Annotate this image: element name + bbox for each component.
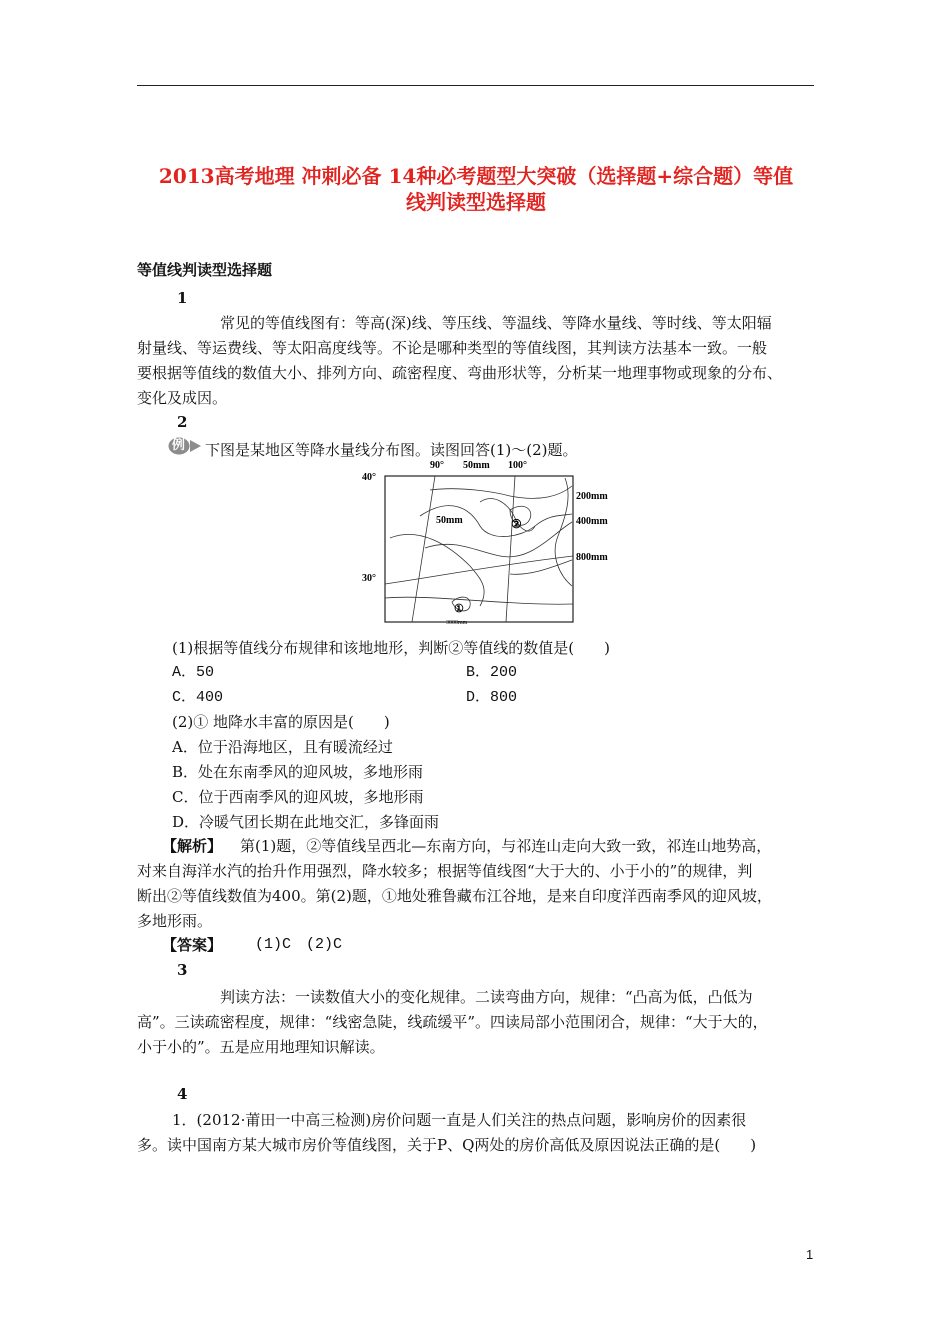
map-label-40: 40°: [362, 472, 376, 483]
analysis-line-2: 对来自海洋水汽的抬升作用强烈，降水较多；根据等值线图“大于大的、小于小的”的规律，判: [137, 862, 753, 880]
answer-label: 【答案】: [162, 936, 223, 954]
analysis-line-3: 断出②等值线数值为400。第(2)题，①地处雅鲁藏布江谷地，是来自印度洋西南季风的迎风坡，: [137, 887, 772, 905]
isohyet-map: [360, 456, 622, 628]
q2-option-a: A．位于沿海地区，且有暖流经过: [172, 738, 393, 756]
map-label-90: 90°: [430, 460, 444, 471]
example-badge-label: 例: [172, 438, 186, 453]
map-label-50mm-top: 50mm: [463, 460, 490, 471]
header-rule: [137, 85, 814, 86]
intro-line-3: 要根据等值线的数值大小、排列方向、疏密程度、弯曲形状等，分析某一地理事物或现象的分布、: [137, 364, 783, 382]
analysis-line-1: 第(1)题，②等值线呈西北—东南方向，与祁连山走向大致一致，祁连山地势高，: [240, 837, 772, 855]
answer-text: (1)C (2)C: [255, 936, 343, 953]
map-label-50mm-inner: 50mm: [436, 515, 463, 526]
step-number-1: 1: [177, 289, 188, 307]
intro-line-4: 变化及成因。: [137, 389, 228, 407]
analysis-line-4: 多地形雨。: [137, 912, 213, 930]
next-question-line-2: 多。读中国南方某大城市房价等值线图，关于P、Q两处的房价高低及原因说法正确的是( ): [137, 1136, 757, 1154]
map-label-100: 100°: [508, 460, 527, 471]
method-line-2: 高”。三读疏密程度，规律：“线密急陡，线疏缓平”。四读局部小范围闭合，规律：“大于大的，: [137, 1013, 768, 1031]
q1-stem: (1)根据等值线分布规律和该地地形，判断②等值线的数值是( ): [172, 639, 610, 657]
next-question-line-1: 1．(2012·莆田一中高三检测)房价问题一直是人们关注的热点问题，影响房价的因素很: [172, 1111, 747, 1129]
map-label-circle-1: ①: [454, 603, 464, 615]
map-label-circle-2: ②: [511, 517, 522, 531]
step-number-2: 2: [177, 413, 188, 431]
method-line-3: 小于小的”。五是应用地理知识解读。: [137, 1038, 385, 1056]
intro-line-2: 射量线、等运费线、等太阳高度线等。不论是哪种类型的等值线图，其判读方法基本一致。一般: [137, 339, 768, 357]
q2-option-d: D．冷暖气团长期在此地交汇，多锋面雨: [172, 813, 440, 831]
method-line-1: 判读方法：一读数值大小的变化规律。二读弯曲方向，规律：“凸高为低，凸低为: [220, 988, 753, 1006]
example-prompt: 下图是某地区等降水量线分布图。读图回答(1)～(2)题。: [205, 441, 578, 459]
q1-option-d: D．800: [466, 689, 518, 706]
q1-option-b: B．200: [466, 664, 518, 681]
q2-option-c: C．位于西南季风的迎风坡，多地形雨: [172, 788, 424, 806]
document-title-line1: 2013高考地理 冲刺必备 14种必考题型大突破（选择题+综合题）等值: [158, 164, 794, 188]
q1-option-a: A．50: [172, 664, 215, 681]
map-label-30: 30°: [362, 573, 376, 584]
step-number-3: 3: [177, 961, 188, 979]
q1-option-c: C．400: [172, 689, 224, 706]
page-number: 1: [806, 1247, 814, 1262]
document-title-line2: 线判读型选择题: [406, 190, 546, 214]
map-label-800mm: 800mm: [576, 552, 608, 563]
map-label-400mm: 400mm: [576, 516, 608, 527]
q2-stem: (2)① 地降水丰富的原因是( ): [172, 713, 390, 731]
intro-line-1: 常见的等值线图有：等高(深)线、等压线、等温线、等降水量线、等时线、等太阳辐: [220, 314, 772, 332]
map-label-200mm: 200mm: [576, 491, 608, 502]
section-heading: 等值线判读型选择题: [137, 261, 273, 279]
analysis-label: 【解析】: [162, 837, 223, 855]
step-number-4: 4: [177, 1085, 188, 1103]
q2-option-b: B．处在东南季风的迎风坡，多地形雨: [172, 763, 424, 781]
map-label-3000mm: 3000mm: [446, 620, 468, 626]
